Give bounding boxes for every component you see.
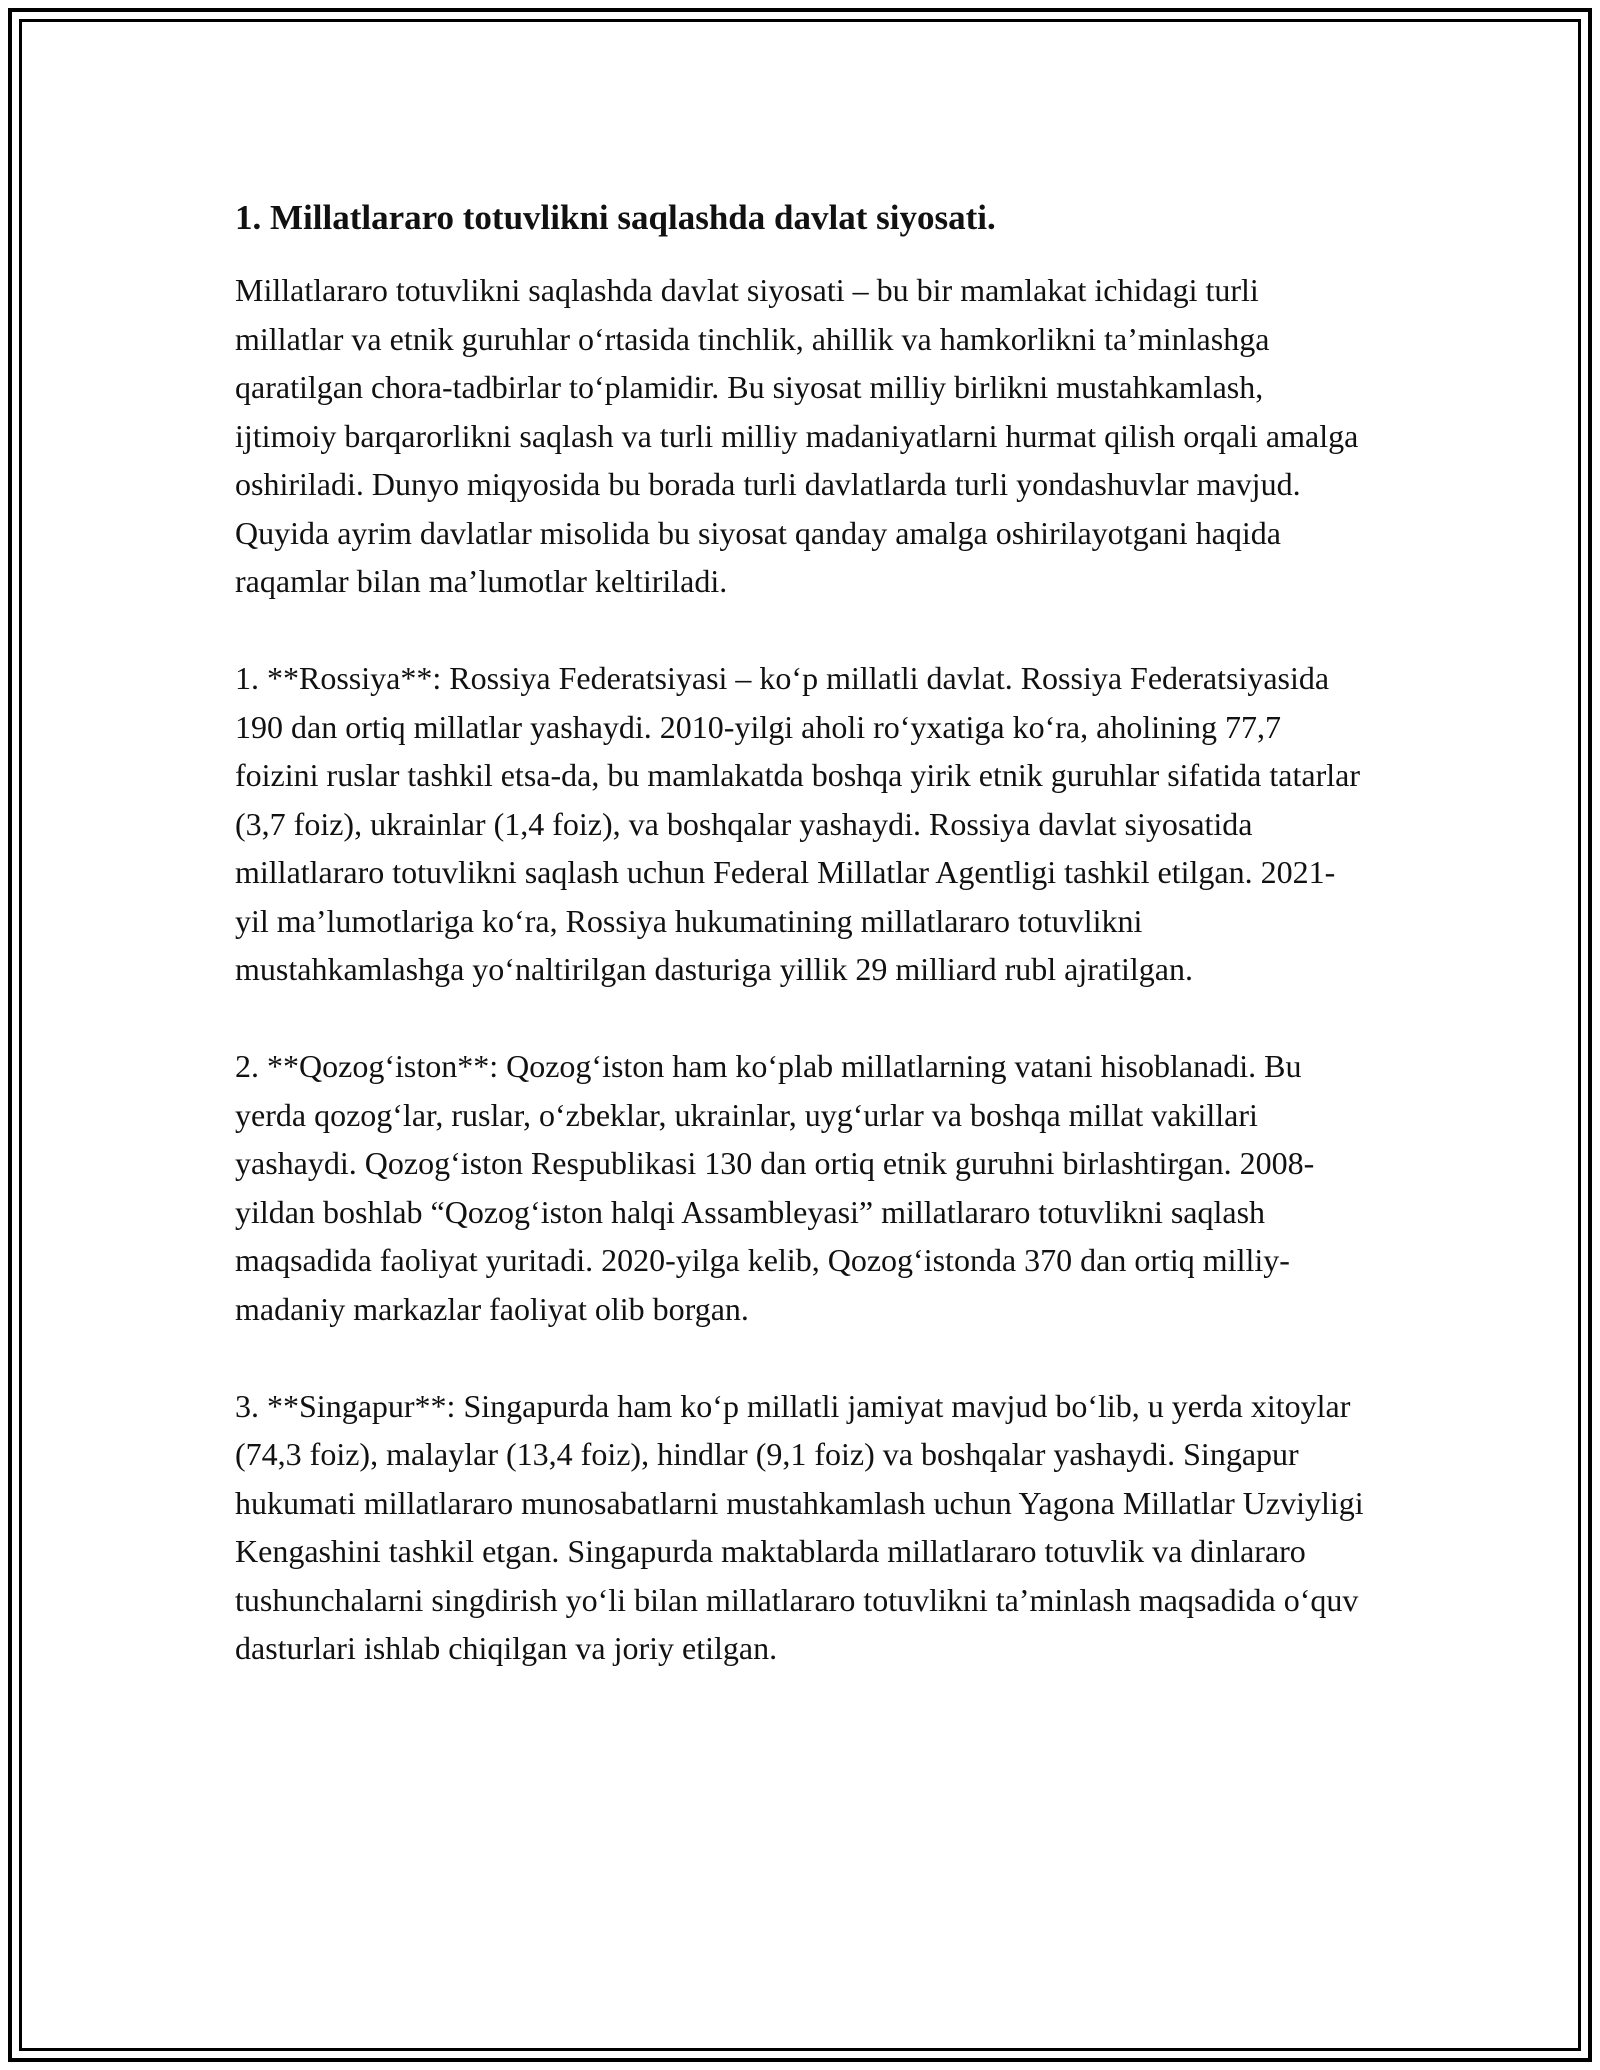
russia-paragraph: 1. **Rossiya**: Rossiya Federatsiyasi – koʻp millatli davlat. Rossiya Federatsiyasida 190 dan ortiq millatlar yashaydi. 2010-yilgi aholi roʻyxatiga koʻra, aholining 77,7 foizini ruslar tashkil etsa-da, bu mamlakatda boshqa yirik etnik guruhlar sifatida tatarlar (3,7 foiz), ukrainlar (1,4 foiz), va boshqalar yashaydi. Rossiya davlat siyosatida millatlararo totuvlikni saqlash uchun Federal Millatlar Agentligi tashkil etilgan. 2021-yil maʼlumotlariga koʻra, Rossiya hukumatining millatlararo totuvlikni mustahkamlashga yoʻnaltirilgan dasturiga yillik 29 milliard rubl ajratilgan.: [235, 660, 1360, 987]
kazakhstan-paragraph: 2. **Qozogʻiston**: Qozogʻiston ham koʻplab millatlarning vatani hisoblanadi. Bu yerda qozogʻlar, ruslar, oʻzbeklar, ukrainlar, uygʻurlar va boshqa millat vakillari yashaydi. Qozogʻiston Respublikasi 130 dan ortiq etnik guruhni birlashtirgan. 2008-yildan boshlab “Qozogʻiston halqi Assambleyasi” millatlararo totuvlikni saqlash maqsadida faoliyat yuritadi. 2020-yilga kelib, Qozogʻistonda 370 dan ortiq milliy-madaniy markazlar faoliyat olib borgan.: [235, 1048, 1315, 1327]
intro-paragraph: Millatlararo totuvlikni saqlashda davlat siyosati – bu bir mamlakat ichidagi turli millatlar va etnik guruhlar oʻrtasida tinchlik, ahillik va hamkorlikni taʼminlashga qaratilgan chora-tadbirlar toʻplamidir. Bu siyosat milliy birlikni mustahkamlash, ijtimoiy barqarorlikni saqlash va turli milliy madaniyatlarni hurmat qilish orqali amalga oshiriladi. Dunyo miqyosida bu borada turli davlatlarda turli yondashuvlar mavjud. Quyida ayrim davlatlar misolida bu siyosat qanday amalga oshirilayotgani haqida raqamlar bilan maʼlumotlar keltiriladi.: [235, 272, 1359, 599]
singapore-paragraph: 3. **Singapur**: Singapurda ham koʻp millatli jamiyat mavjud boʻlib, u yerda xitoylar (74,3 foiz), malaylar (13,4 foiz), hindlar (9,1 foiz) va boshqalar yashaydi. Singapur hukumati millatlararo munosabatlarni mustahkamlash uchun Yagona Millatlar Uzviyligi Kengashini tashkil etgan. Singapurda maktablarda millatlararo totuvlik va dinlararo tushunchalarni singdirish yoʻli bilan millatlararo totuvlikni taʼminlash maqsadida oʻquv dasturlari ishlab chiqilgan va joriy etilgan.: [235, 1387, 1364, 1666]
document-body: [235, 190, 1365, 1721]
section-heading: 1. Millatlararo totuvlikni saqlashda davlat siyosati.: [235, 198, 996, 237]
